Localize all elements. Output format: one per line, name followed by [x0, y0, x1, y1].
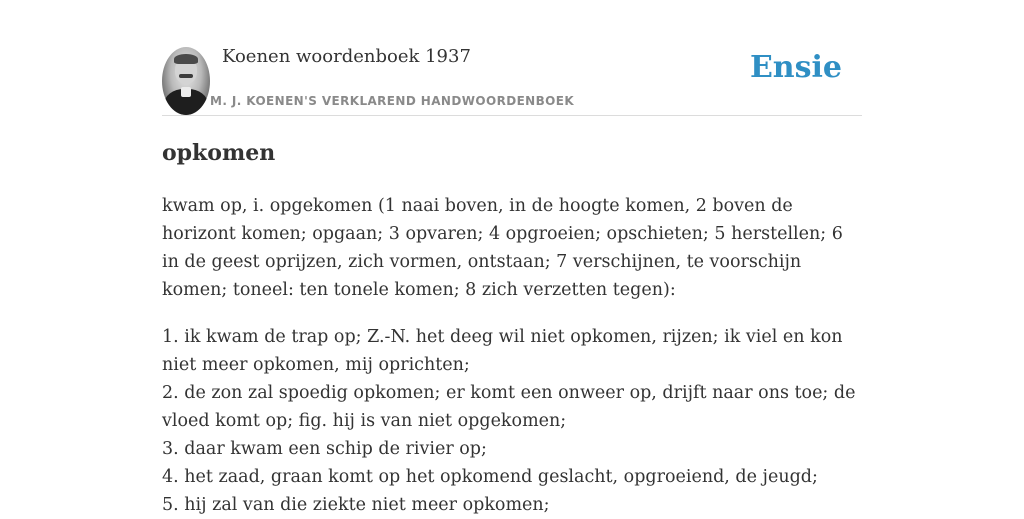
dictionary-title[interactable]: Koenen woordenboek 1937	[222, 46, 471, 67]
brand-logo-link[interactable]: Ensie	[749, 50, 842, 85]
example-item: 4. het zaad, graan komt op het opkomend geslacht, opgroeiend, de jeugd;	[162, 467, 818, 487]
example-item: 5. hij zal van die ziekte niet meer opkomen;	[162, 495, 550, 515]
dictionary-subtitle: M. J. KOENEN'S VERKLAREND HANDWOORDENBOEK	[210, 94, 575, 108]
headword: opkomen	[162, 140, 276, 166]
definition-text: kwam op, i. opgekomen (1 naai boven, in de hoogte komen, 2 boven de horizont komen; opgaan; 3 opvaren; 4 opgroeien; opschieten; 5 herstellen; 6 in de geest oprijzen, zich vormen, ontstaan; 7 verschijnen, te voorschijn komen; toneel: ten tonele komen; 8 zich verzetten tegen):	[162, 196, 843, 300]
portrait-photo-icon	[162, 47, 210, 115]
example-item: 2. de zon zal spoedig opkomen; er komt een onweer op, drijft naar ons toe; de vloed komt op; fig. hij is van niet opgekomen;	[162, 383, 856, 431]
site-header	[162, 0, 862, 116]
page	[162, 0, 862, 515]
example-item: 3. daar kwam een schip de rivier op;	[162, 439, 487, 459]
examples-list	[162, 323, 862, 519]
example-item: 1. ik kwam de trap op; Z.-N. het deeg wil niet opkomen, rijzen; ik viel en kon niet meer opkomen, mij oprichten;	[162, 327, 843, 375]
entry-body	[162, 192, 862, 519]
